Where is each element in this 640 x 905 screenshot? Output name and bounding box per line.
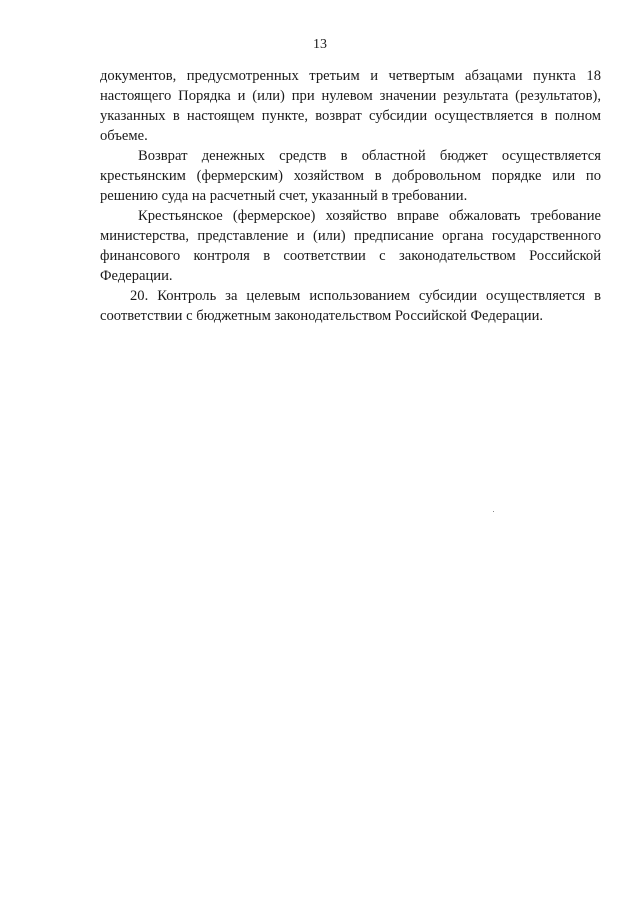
paragraph-refund: Возврат денежных средств в областной бюджет осуществляется крестьянским (фермерским) хозяйством в добровольном порядке или по решению суда на расчетный счет, указанный в требовании.: [100, 148, 601, 204]
paragraph-appeal: Крестьянское (фермерское) хозяйство вправе обжаловать требование министерства, представление и (или) предписание органа государственного финансового контроля в соответствии с законодательством Российской Федерации.: [100, 208, 601, 284]
document-body: [100, 66, 601, 326]
paragraph-item-20: 20. Контроль за целевым использованием субсидии осуществляется в соответствии с бюджетным законодательством Российской Федерации.: [100, 288, 601, 324]
page-number: 13: [313, 37, 327, 52]
paragraph-continuation: документов, предусмотренных третьим и четвертым абзацами пункта 18 настоящего Порядка и (или) при нулевом значении результата (результатов), указанных в настоящем пункте, возврат субсидии осуществляется в полном объеме.: [100, 68, 601, 144]
scan-speck: [493, 511, 494, 512]
